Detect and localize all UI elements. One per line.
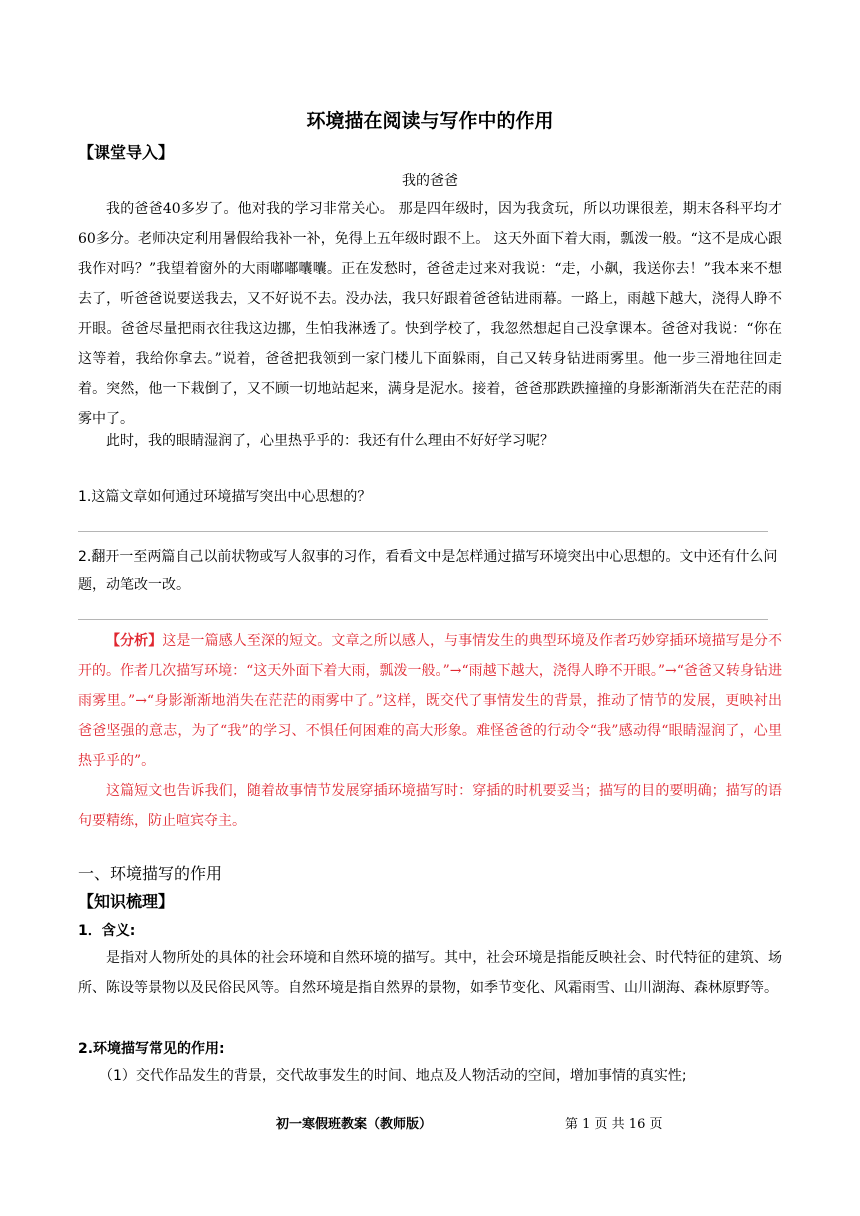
knowledge-heading: 【知识梳理】 bbox=[78, 892, 175, 911]
analysis-paragraph-1: 这是一篇感人至深的短文。文章之所以感人，与事情发生的典型环境及作者巧妙穿插环境描写是分不开的。作者几次描写环境：“这天外面下着大雨，瓢泼一般。”→“雨越下越大，浇得人睁不开眼。”→“爸爸又转身钻进雨雾里。”→“身影渐渐地消失在茫茫的雨雾中了。”这样，既交代了事情发生的背景，推动了情节的发展，更映衬出爸爸坚强的意志，为了“我”的学习、不惧任何困难的高大形象。难怪爸爸的行动令“我”感动得“眼睛湿润了，心里热乎乎的”。 bbox=[78, 633, 783, 769]
answer-line-2 bbox=[78, 619, 768, 620]
item-2-label: 2.环境描写常见的作用: bbox=[78, 1041, 225, 1057]
analysis-label: 【分析】 bbox=[106, 633, 163, 649]
item-2-point-1: （1）交代作品发生的背景，交代故事发生的时间、地点及人物活动的空间，增加事情的真实性; bbox=[99, 1068, 687, 1084]
answer-line-1 bbox=[78, 531, 768, 532]
footer-page-number: 第 1 页 共 16 页 bbox=[565, 1117, 663, 1132]
analysis-block bbox=[78, 626, 782, 836]
item-1-label: 1．含义: bbox=[78, 923, 136, 939]
intro-heading: 【课堂导入】 bbox=[78, 143, 175, 162]
section-heading: 一、环境描写的作用 bbox=[78, 864, 223, 883]
essay-paragraph-2: 此时，我的眼睛湿润了，心里热乎乎的：我还有什么理由不好好学习呢？ bbox=[106, 433, 554, 449]
footer-course: 初一寒假班教案（教师版） bbox=[276, 1117, 433, 1132]
question-2: 2.翻开一至两篇自己以前状物或写人叙事的习作，看看文中是怎样通过描写环境突出中心思想的。文中还有什么问题，动笔改一改。 bbox=[78, 549, 778, 593]
page-title: 环境描在阅读与写作中的作用 bbox=[306, 110, 554, 132]
question-1: 1.这篇文章如何通过环境描写突出中心思想的？ bbox=[78, 489, 372, 505]
essay-title: 我的爸爸 bbox=[402, 173, 458, 189]
item-1-text: 是指对人物所处的具体的社会环境和自然环境的描写。其中，社会环境是指能反映社会、时代特征的建筑、场所、陈设等景物以及民俗民风等。自然环境是指自然界的景物，如季节变化、风霜雨雪、山川湖海、森林原野等。 bbox=[78, 950, 782, 996]
essay-paragraph-1: 我的爸爸40多岁了。他对我的学习非常关心。 那是四年级时，因为我贪玩，所以功课很差，期末各科平均才60多分。老师决定利用暑假给我补一补，免得上五年级时跟不上。 这天外面下着大雨，瓢泼一般。“这不是成心跟我作对吗？”我望着窗外的大雨嘟嘟囔囔。正在发愁时，爸爸走过来对我说：“走，小飙，我送你去！”我本来不想去了，听爸爸说要送我去，又不好说不去。没办法，我只好跟着爸爸钻进雨幕。一路上，雨越下越大，浇得人睁不开眼。爸爸尽量把雨衣往我这边挪，生怕我淋透了。快到学校了，我忽然想起自己没拿课本。爸爸对我说：“你在这等着，我给你拿去。”说着，爸爸把我领到一家门楼儿下面躲雨，自己又转身钻进雨雾里。他一步三滑地往回走着。突然，他一下栽倒了，又不顾一切地站起来，满身是泥水。接着，爸爸那跌跌撞撞的身影渐渐消失在茫茫的雨雾中了。 bbox=[78, 201, 782, 427]
analysis-paragraph-2: 这篇短文也告诉我们，随着故事情节发展穿插环境描写时：穿插的时机要妥当；描写的目的要明确；描写的语句要精练，防止喧宾夺主。 bbox=[78, 783, 782, 829]
